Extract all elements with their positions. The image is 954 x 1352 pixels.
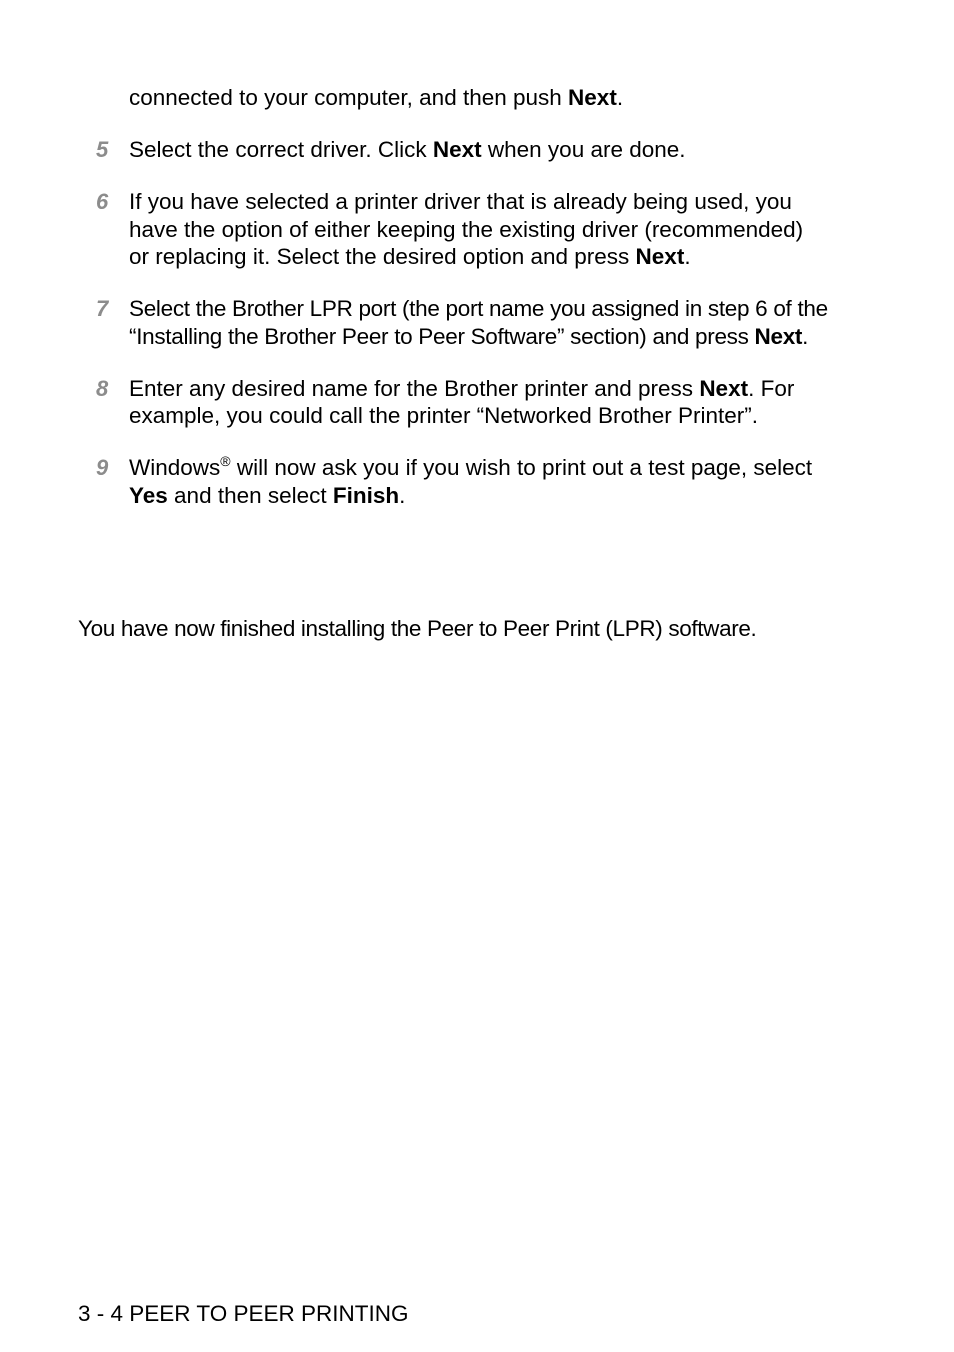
registered-mark: ® [220,453,231,469]
step-bold-yes: Yes [129,482,168,508]
step-number: 5 [96,137,109,162]
step-bold-next: Next [432,137,482,162]
step-text [129,189,803,269]
step-bold-next: Next [754,323,803,349]
step-number: 6 [96,189,109,214]
step-text-part: . [399,482,406,508]
step-text-part: . [684,244,691,269]
step-text-part: when you are done. [481,137,686,162]
step-text-part: Enter any desired name for the Brother printer and press [129,375,700,401]
steps-list [0,136,954,534]
step-text-part: will now ask you if you wish to print out a test page, select [230,455,813,480]
step-text-part: Select the Brother LPR port (the port name you assigned in step 6 of the “Installing the Brother Peer to Peer Software” section) and press [129,296,828,349]
step-9 [0,454,829,509]
step-8 [0,375,829,430]
continuation-bold-next: Next [568,85,617,110]
step-text [129,455,812,508]
step-7 [0,295,829,350]
step-bold-finish: Finish [332,482,400,508]
step-5 [0,136,829,164]
continuation-end: . [616,85,624,110]
step-number: 9 [96,455,109,480]
step-text [129,137,686,162]
continuation-text: connected to your computer, and then push [129,85,569,110]
step-text-part: Select the correct driver. Click [129,137,433,162]
step-bold-next: Next [635,244,685,269]
step-6 [0,188,829,271]
step-text [129,376,794,429]
conclusion-paragraph: You have now finished installing the Peer to Peer Print (LPR) software. [78,616,757,641]
windows-word: Windows [129,455,221,480]
step-text-part: . [802,323,809,349]
step-text-part: . For example, you could call the printer “Networked Brother Printer”. [129,375,795,428]
step-bold-next: Next [699,375,749,401]
step-number: 8 [96,375,109,401]
step-number: 7 [96,296,109,321]
page-footer: 3 - 4 PEER TO PEER PRINTING [78,1301,409,1326]
step-text-part: If you have selected a printer driver that is already being used, you have the option of either keeping the existing driver (recommended) or replacing it. Select the desired option and press [129,189,804,269]
step-text-part: and then select [167,482,333,508]
continuation-paragraph [129,84,849,112]
step-text [129,296,828,349]
